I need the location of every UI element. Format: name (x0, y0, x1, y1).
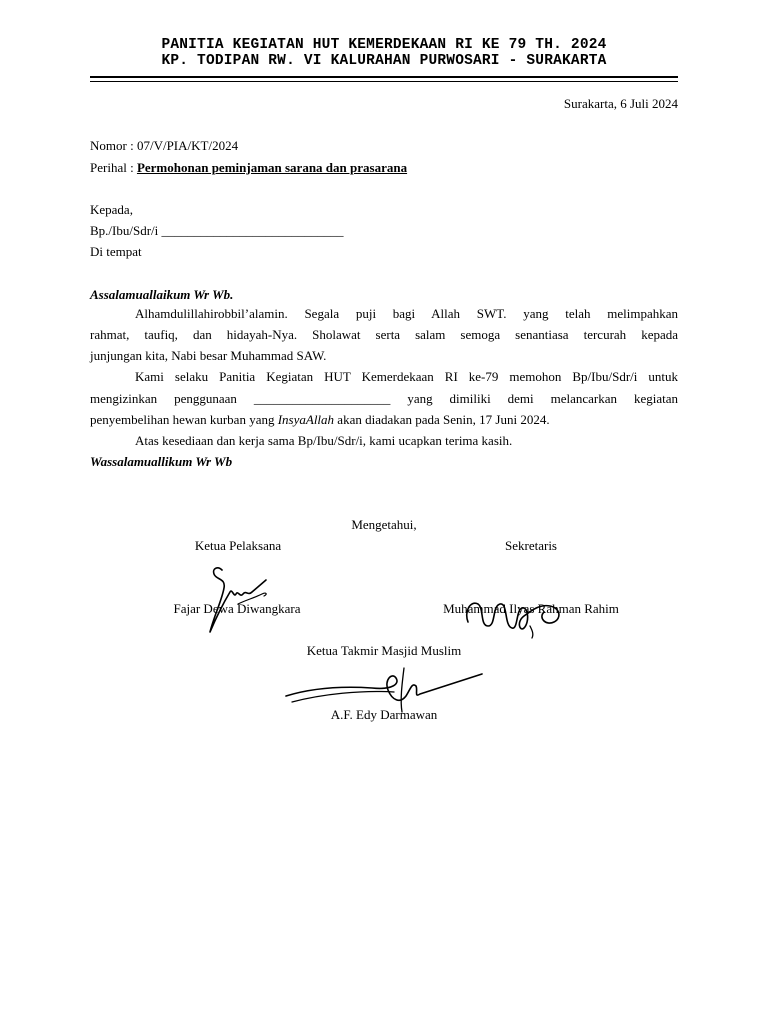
chair-name: Fajar Dewa Diwangkara (173, 601, 301, 616)
takmir-name: A.F. Edy Darmawan (330, 707, 438, 722)
takmir-title: Ketua Takmir Masjid Muslim (306, 643, 462, 658)
letter-number-label: Nomor : (90, 138, 137, 153)
acknowledged-label: Mengetahui, (351, 517, 417, 532)
paragraph-2-line-2: mengizinkan penggunaan _____________________ yang dimiliki demi melancarkan kegiatan (90, 391, 678, 406)
recipient-to: Kepada, (90, 202, 133, 217)
letter-subject-value: Permohonan peminjaman sarana dan prasarana (136, 160, 408, 175)
closing-greeting: Wassalamuallikum Wr Wb (90, 454, 233, 469)
secretary-name: Muhammad Ilyas Rahman Rahim (443, 601, 619, 616)
letterhead-line-2: KP. TODIPAN RW. VI KALURAHAN PURWOSARI - SURAKARTA (161, 53, 607, 69)
recipient-name-line: Bp./Ibu/Sdr/i ____________________________ (90, 223, 344, 238)
letterhead-line-1: PANITIA KEGIATAN HUT KEMERDEKAAN RI KE 79 TH. 2024 (161, 37, 607, 53)
paragraph-2-line-3-after: akan diadakan pada Senin, 17 Juni 2024. (334, 412, 550, 427)
letterhead-rule-thick (90, 76, 678, 78)
paragraph-1-line-3: junjungan kita, Nabi besar Muhammad SAW. (90, 348, 327, 363)
paragraph-3: Atas kesediaan dan kerja sama Bp/Ibu/Sdr/i, kami ucapkan terima kasih. (135, 433, 513, 448)
place-date: Surakarta, 6 Juli 2024 (563, 96, 678, 111)
letterhead-rule-thin (90, 81, 678, 82)
letter-number-value: 07/V/PIA/KT/2024 (136, 138, 239, 153)
letter-subject-label: Perihal : (90, 160, 137, 175)
greeting: Assalamuallaikum Wr Wb. (90, 287, 234, 302)
paragraph-2-line-3-before: penyembelihan hewan kurban yang (90, 412, 278, 427)
secretary-title: Sekretaris (505, 538, 557, 553)
paragraph-2-line-3 (90, 412, 550, 428)
letter-subject (90, 160, 407, 176)
paragraph-2-line-3-italic: InsyaAllah (277, 412, 335, 427)
paragraph-2-line-1: Kami selaku Panitia Kegiatan HUT Kemerdekaan RI ke-79 memohon Bp/Ibu/Sdr/i untuk (135, 369, 678, 384)
letter-number (90, 138, 238, 154)
chair-signature (198, 558, 278, 638)
paragraph-1-line-1: Alhamdulillahirobbil’alamin. Segala puji bagi Allah SWT. yang telah melimpahkan (135, 306, 678, 321)
paragraph-1-line-2: rahmat, taufiq, dan hidayah-Nya. Sholawat serta salam semoga senantiasa tercurah kepada (90, 327, 678, 342)
chair-title: Ketua Pelaksana (194, 538, 282, 553)
recipient-place: Di tempat (90, 244, 142, 259)
